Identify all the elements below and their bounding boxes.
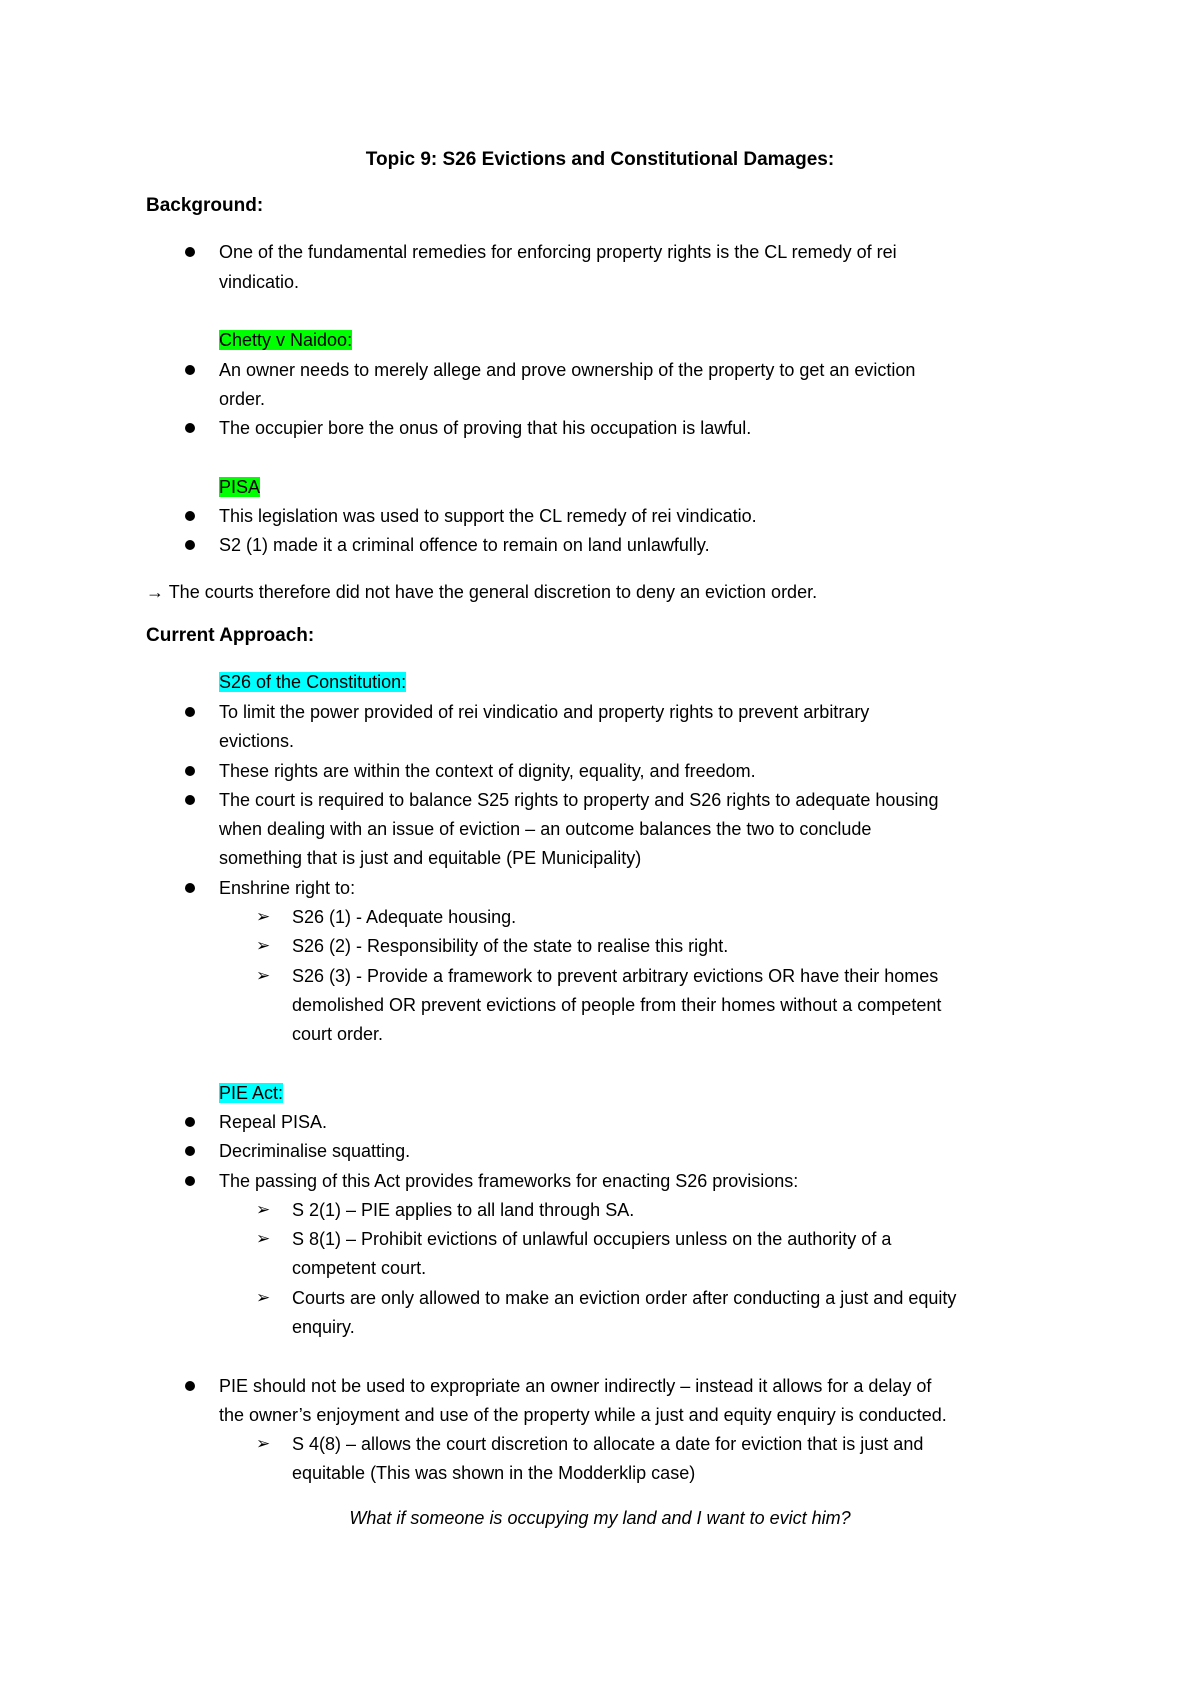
bullet bbox=[185, 247, 195, 257]
bullet bbox=[185, 511, 195, 521]
arrow-bullet-icon: ➢ bbox=[256, 1288, 271, 1307]
bullet bbox=[185, 1381, 195, 1391]
pie-final-line-1: PIE should not be used to expropriate an owner indirectly – instead it allows for a delay of bbox=[219, 1376, 932, 1396]
s26-item-4: Enshrine right to: bbox=[219, 878, 356, 898]
arrow-bullet-icon: ➢ bbox=[256, 1229, 271, 1248]
s26-subitem-3-line-1: S26 (3) - Provide a framework to prevent arbitrary evictions OR have their homes bbox=[292, 966, 939, 986]
pie-subitem-3-line-1: Courts are only allowed to make an eviction order after conducting a just and equity bbox=[292, 1288, 957, 1308]
arrow-bullet-icon: ➢ bbox=[256, 1200, 271, 1219]
pie-final-subitem-line-2: equitable (This was shown in the Modderklip case) bbox=[292, 1463, 696, 1483]
arrow-right-icon: → bbox=[146, 582, 164, 602]
pie-final-subitem-line-1: S 4(8) – allows the court discretion to allocate a date for eviction that is just and bbox=[292, 1434, 924, 1454]
pisa-label: PISA bbox=[219, 477, 261, 497]
chetty-item-2: The occupier bore the onus of proving that his occupation is lawful. bbox=[219, 418, 752, 438]
bullet bbox=[185, 883, 195, 893]
current-approach-heading: Current Approach: bbox=[146, 625, 315, 646]
bullet bbox=[185, 1117, 195, 1127]
bullet bbox=[185, 795, 195, 805]
s26-subitem-1: S26 (1) - Adequate housing. bbox=[292, 907, 517, 927]
pie-item-2: Decriminalise squatting. bbox=[219, 1141, 411, 1161]
pie-final-line-2: the owner’s enjoyment and use of the property while a just and equity enquiry is conducted. bbox=[219, 1405, 947, 1425]
bullet bbox=[185, 540, 195, 550]
bullet bbox=[185, 423, 195, 433]
pie-subitem-2-line-1: S 8(1) – Prohibit evictions of unlawful occupiers unless on the authority of a bbox=[292, 1229, 892, 1249]
bullet bbox=[185, 1176, 195, 1186]
s26-subitem-3-line-3: court order. bbox=[292, 1024, 384, 1044]
arrow-bullet-icon: ➢ bbox=[256, 907, 271, 926]
page-title: Topic 9: S26 Evictions and Constitutional Damages: bbox=[365, 149, 835, 170]
pie-subitem-1: S 2(1) – PIE applies to all land through SA. bbox=[292, 1200, 635, 1220]
bullet bbox=[185, 1146, 195, 1156]
bullet bbox=[185, 365, 195, 375]
s26-item-3-line-2: when dealing with an issue of eviction – an outcome balances the two to conclude bbox=[219, 819, 872, 839]
pie-subitem-3-line-2: enquiry. bbox=[292, 1317, 355, 1337]
conclusion: → The courts therefore did not have the general discretion to deny an eviction order. bbox=[146, 582, 818, 602]
closing-question: What if someone is occupying my land and I want to evict him? bbox=[349, 1508, 851, 1528]
chetty-item-1-line-1: An owner needs to merely allege and prove ownership of the property to get an eviction bbox=[219, 360, 916, 380]
arrow-bullet-icon: ➢ bbox=[256, 1434, 271, 1453]
intro-line-1: One of the fundamental remedies for enforcing property rights is the CL remedy of rei bbox=[219, 242, 897, 262]
s26-item-1-line-2: evictions. bbox=[219, 731, 295, 751]
pie-item-1: Repeal PISA. bbox=[219, 1112, 328, 1132]
pisa-item-2: S2 (1) made it a criminal offence to remain on land unlawfully. bbox=[219, 535, 710, 555]
s26-item-3-line-3: something that is just and equitable (PE Municipality) bbox=[219, 848, 642, 868]
pisa-item-1: This legislation was used to support the CL remedy of rei vindicatio. bbox=[219, 506, 757, 526]
arrow-bullet-icon: ➢ bbox=[256, 966, 271, 985]
intro-line-2: vindicatio. bbox=[219, 272, 300, 292]
chetty-label: Chetty v Naidoo: bbox=[219, 330, 353, 350]
background-heading: Background: bbox=[146, 195, 264, 216]
chetty-item-1-line-2: order. bbox=[219, 389, 266, 409]
s26-subitem-2: S26 (2) - Responsibility of the state to realise this right. bbox=[292, 936, 729, 956]
s26-item-1-line-1: To limit the power provided of rei vindicatio and property rights to prevent arbitrary bbox=[219, 702, 870, 722]
s26-label: S26 of the Constitution: bbox=[219, 672, 407, 692]
s26-item-2: These rights are within the context of dignity, equality, and freedom. bbox=[219, 761, 756, 781]
pie-item-3: The passing of this Act provides frameworks for enacting S26 provisions: bbox=[219, 1171, 799, 1191]
bullet bbox=[185, 707, 195, 717]
bullet bbox=[185, 766, 195, 776]
pie-subitem-2-line-2: competent court. bbox=[292, 1258, 427, 1278]
arrow-bullet-icon: ➢ bbox=[256, 936, 271, 955]
s26-subitem-3-line-2: demolished OR prevent evictions of people from their homes without a competent bbox=[292, 995, 942, 1015]
s26-item-3-line-1: The court is required to balance S25 rights to property and S26 rights to adequate housing bbox=[219, 790, 939, 810]
pie-label: PIE Act: bbox=[219, 1083, 284, 1103]
